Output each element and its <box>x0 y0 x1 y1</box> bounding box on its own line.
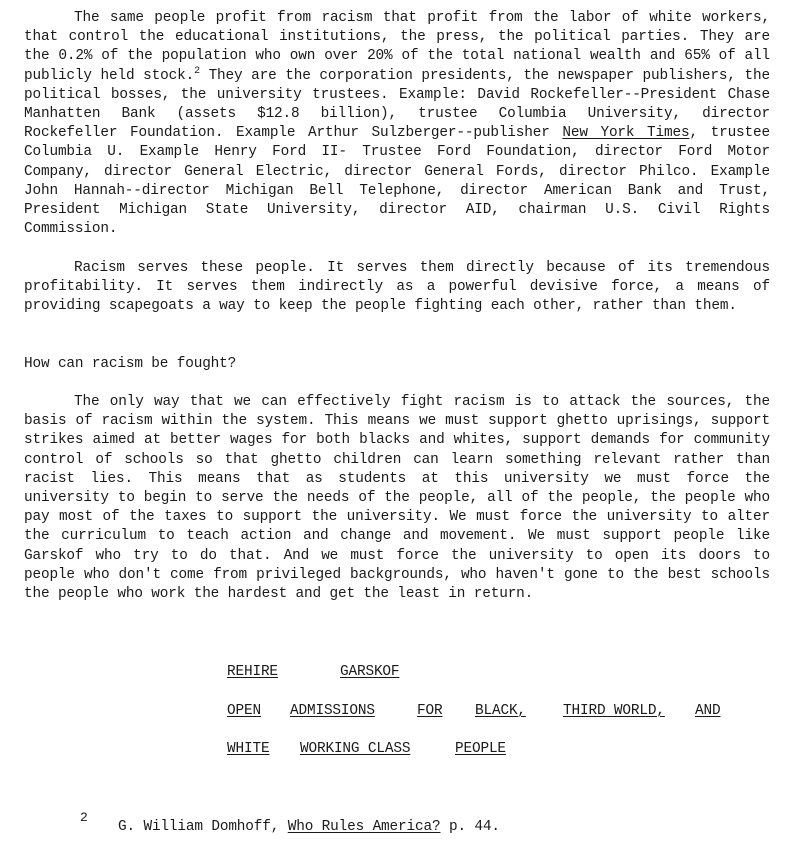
slogan-word: ADMISSIONS <box>290 703 375 719</box>
slogan-word: THIRD WORLD, <box>563 703 665 719</box>
paragraph-1-text-c: , trustee Columbia U. Example Henry Ford II- Trustee Ford Foundation, director Ford Motor Company, director General Electric, director General Fords, director Philco. Example John Hannah--director Michigan Bell Telephone, director American Bank and Trust, President Michigan State University, director AID, chairman U.S. Civil Rights Commission. <box>24 125 771 238</box>
slogan-word: BLACK, <box>475 703 526 719</box>
section-heading: How can racism be fought? <box>24 356 237 372</box>
slogan-word: GARSKOF <box>340 664 400 680</box>
footnote-page: p. 44. <box>440 819 500 835</box>
paragraph-how-to-fight: The only way that we can effectively fight racism is to attack the sources, the basis of racism within the system. This means we must support ghetto uprisings, support strikes aimed at better wages for both blacks and whites, support demands for community control of schools so that ghetto children can learn something relevant rather than racist lies. This means that as students at this university we must force the university to begin to serve the needs of the people, all of the people, the people who pay most of the taxes to support the university. We must force the university to alter the curriculum to teach action and change and movement. We must support people like Garskof who try to do that. And we must force the university to open its doors to people who don't come from privileged backgrounds, who haven't gone to the best schools the people who work the hardest and get the least in return. <box>24 394 770 603</box>
slogan-word: WORKING CLASS <box>300 741 411 757</box>
newspaper-title: New York Times <box>562 125 690 142</box>
slogan-word: OPEN <box>227 703 261 719</box>
footnote-author: G. William Domhoff, <box>118 819 288 835</box>
footnote-marker: 2 <box>80 810 88 825</box>
slogan-word: PEOPLE <box>455 741 506 757</box>
slogan-word: WHITE <box>227 741 270 757</box>
footnote-book-title: Who Rules America? <box>287 819 441 835</box>
paragraph-racism-profiteers <box>24 9 770 239</box>
paragraph-1-text-a: The same people profit from racism that profit from the labor of white workers, that control the educational institutions, the press, the political parties. They are the 0.2% of the population who own over 20% of the total national wealth and 65% of all publicly held stock. <box>24 10 770 84</box>
footnote-reference: 2 <box>194 65 200 77</box>
slogan-word: REHIRE <box>227 664 278 680</box>
paragraph-racism-serves: Racism serves these people. It serves them directly because of its tremendous profitability. It serves them indirectly as a powerful devisive force, a means of providing scapegoats a way to keep the people fighting each other, rather than them. <box>24 260 770 315</box>
paragraph-1-text-b: They are the corporation presidents, the newspaper publishers, the political bosses, the university trustees. Example: David Rockefeller--President Chase Manhatten Bank (assets $12.8 billion), trustee Columbia University, director Rockefeller Foundation. Example Arthur Sulzberger--publisher <box>24 67 770 142</box>
slogan-word: FOR <box>417 703 443 719</box>
footnote <box>118 818 500 837</box>
slogan-word: AND <box>695 703 721 719</box>
